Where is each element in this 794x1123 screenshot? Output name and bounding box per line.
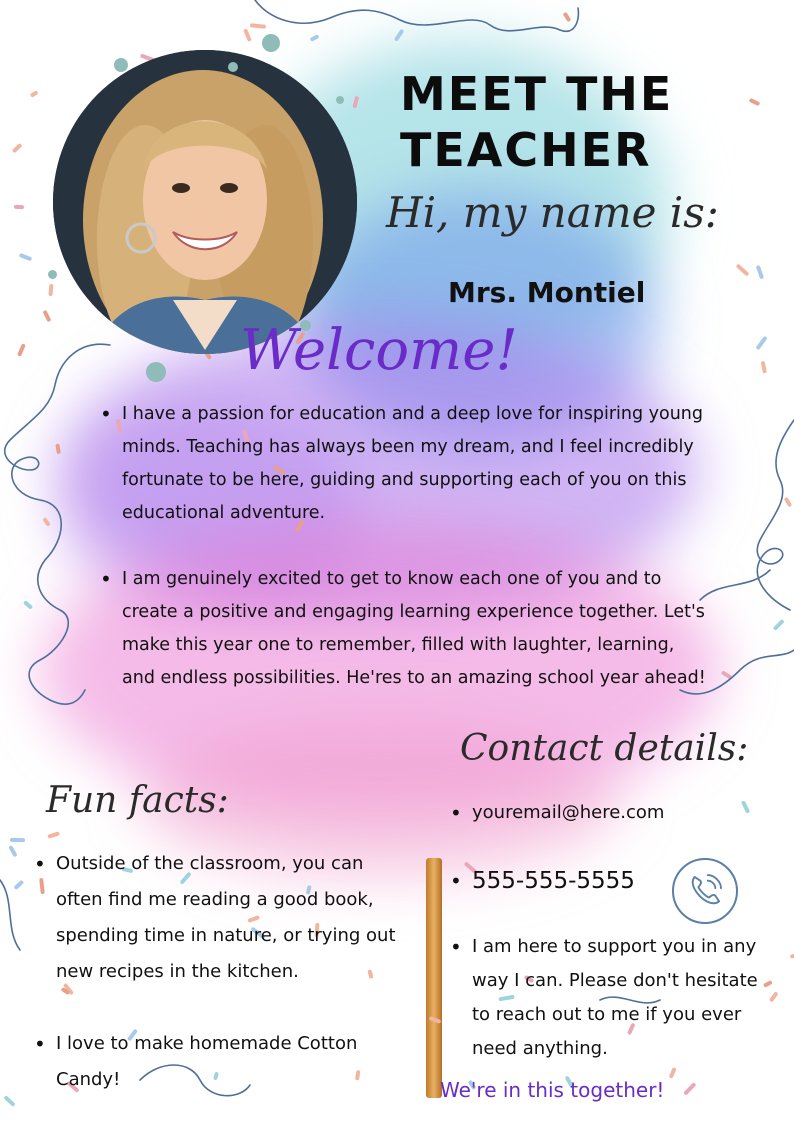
teacher-portrait-image bbox=[53, 50, 357, 354]
sprinkle bbox=[736, 263, 750, 276]
sprinkle bbox=[14, 205, 24, 209]
sprinkle bbox=[10, 838, 25, 842]
title-line-1: MEET THE bbox=[400, 67, 674, 121]
sprinkle bbox=[49, 284, 54, 296]
sprinkle bbox=[761, 361, 767, 373]
sprinkle bbox=[720, 670, 732, 679]
sprinkle bbox=[250, 23, 266, 29]
sprinkle bbox=[8, 845, 17, 857]
teacher-name: Mrs. Montiel bbox=[448, 276, 646, 309]
together-tagline: We're in this together! bbox=[440, 1078, 665, 1102]
sprinkle bbox=[12, 143, 22, 153]
teal-dot bbox=[48, 270, 57, 279]
sprinkle bbox=[3, 1095, 15, 1107]
teal-dot bbox=[262, 34, 280, 52]
sprinkle bbox=[29, 90, 38, 98]
title-line-2: TEACHER bbox=[400, 123, 652, 177]
teal-dot bbox=[146, 362, 166, 382]
sprinkle bbox=[17, 343, 26, 356]
fun-fact-item: • I love to make homemade Cotton Candy! bbox=[34, 1026, 414, 1098]
sprinkle bbox=[682, 1083, 696, 1097]
sprinkle bbox=[18, 252, 31, 260]
fun-facts-list bbox=[34, 846, 414, 1123]
sprinkle bbox=[23, 600, 33, 610]
sprinkle bbox=[669, 1067, 677, 1079]
welcome-heading: Welcome! bbox=[240, 318, 518, 383]
contact-support-text: • I am here to support you in any way I can. Please don't hesitate to reach out to me if you ever need anything. bbox=[450, 930, 780, 1066]
sprinkle bbox=[309, 34, 319, 42]
sprinkle bbox=[756, 264, 764, 278]
contact-email[interactable]: • youremail@here.com bbox=[450, 796, 780, 830]
sprinkle bbox=[48, 831, 60, 838]
sprinkle bbox=[773, 619, 785, 631]
sprinkle bbox=[790, 951, 794, 959]
teal-dot bbox=[114, 58, 128, 72]
sprinkle bbox=[755, 336, 767, 351]
teacher-photo bbox=[53, 50, 357, 354]
sprinkle bbox=[43, 310, 52, 322]
sprinkle bbox=[562, 12, 571, 23]
sprinkle bbox=[55, 443, 61, 454]
teal-dot bbox=[228, 62, 238, 72]
sprinkle bbox=[42, 517, 51, 527]
fun-fact-item: • Outside of the classroom, you can often find me reading a good book, spending time in nature, or trying out new recipes in the kitchen. bbox=[34, 846, 414, 990]
cotton-candy-stick bbox=[426, 858, 442, 1098]
intro-paragraph: • I am genuinely excited to get to know each one of you and to create a positive and engaging learning experience together. Let's make this year one to remember, filled with laughter, learning, and endless possibilities. He'res to an amazing school year ahead! bbox=[100, 563, 710, 695]
sprinkle bbox=[783, 497, 792, 508]
contact-heading: Contact details: bbox=[460, 728, 749, 769]
page-title bbox=[400, 66, 760, 178]
contact-list bbox=[450, 796, 780, 1066]
intro-paragraph: • I have a passion for education and a deep love for inspiring young minds. Teaching has always been my dream, and I feel incredibly fortunate to be here, guiding and supporting each of you on this educational adventure. bbox=[100, 398, 710, 530]
sprinkle bbox=[243, 28, 252, 41]
contact-phone[interactable]: • 555-555-5555 bbox=[450, 864, 780, 898]
phone-icon bbox=[672, 858, 738, 924]
fun-facts-heading: Fun facts: bbox=[46, 780, 229, 821]
teal-dot bbox=[336, 96, 344, 104]
intro-list bbox=[100, 398, 710, 728]
sprinkle bbox=[394, 29, 404, 42]
sprinkle bbox=[13, 880, 24, 891]
greeting-text: Hi, my name is: bbox=[386, 188, 719, 237]
